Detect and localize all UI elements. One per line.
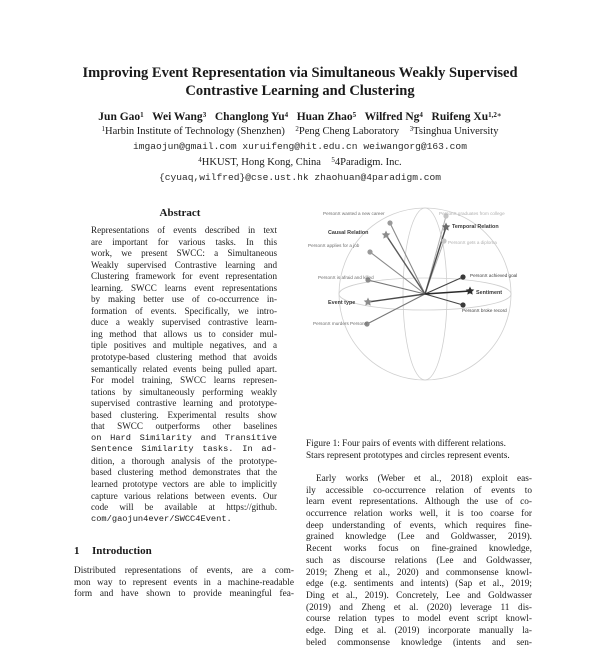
section-title: Introduction <box>92 545 152 557</box>
event-type-group <box>364 277 425 326</box>
figure-1 <box>306 204 532 426</box>
author: Wilfred Ng$^4$ <box>364 111 423 123</box>
abstract-line: Clustering framework for event representation <box>91 271 277 282</box>
email-line-2: {cyuaq,wilfred}@cse.ust.hk zhaohuan@4paradigm.com <box>158 172 442 183</box>
abstract-line: For model training, SWCC learns represen- <box>91 375 277 386</box>
label-causal-relation: Causal Relation <box>328 230 369 236</box>
paper-title <box>40 64 560 100</box>
label-e4: PersonX gets a diploma <box>448 240 497 245</box>
body-line: Ding et al., 2019). Concretely, Lee and Goldwasser <box>306 590 532 601</box>
author: Ruifeng $Xu^{1,2∗}$ <box>431 111 502 123</box>
caption-line: Stars represent prototypes and circles represent events. <box>306 450 510 461</box>
body-line: occurrence relation works well, it is too coarse for <box>306 509 532 520</box>
body-line: beled commonsense knowledge (intents and sen- <box>306 637 532 648</box>
affiliation: $^5$4Paradigm. Inc. <box>331 156 402 168</box>
email-line-1: imgaojun@gmail.com xuruifeng@hit.edu.cn weiwangorg@163.com <box>133 141 467 152</box>
abstract-line: learning. SWCC learns event representations <box>91 282 277 293</box>
intro-line: Distributed representations of events, are a com- <box>74 566 294 576</box>
abstract-line: based clustering method demonstrates that the <box>91 467 277 478</box>
abstract-line: capture various relations between events. Our <box>91 490 277 501</box>
affiliation: $^4$HKUST, Hong Kong, China <box>198 156 321 168</box>
vector-e1 <box>390 223 425 294</box>
author: Wei Wang$^3$ <box>152 111 207 123</box>
label-e8: PersonX broke record <box>462 308 507 313</box>
abstract-line: work, we present SWCC: a Simultaneous <box>91 248 277 259</box>
label-sentiment: Sentiment <box>476 290 503 296</box>
abstract-line: dition, a thorough analysis of the prototype- <box>91 455 277 466</box>
introduction-body <box>74 566 294 601</box>
body-line: edge. Ding et al. (2019) incorporate manually la- <box>306 625 532 636</box>
abstract-line: prototype-based clustering method that avoids <box>91 352 277 363</box>
body-line: edge (e.g. sentiments and intents) (Sap et al., 2019; <box>306 579 532 590</box>
abstract-heading: Abstract <box>159 207 201 219</box>
body-line: Early works (Weber et al., 2018) exploit eas- <box>316 474 532 484</box>
body-line: such as discourse relations (Lee and Goldwasser, <box>306 555 532 566</box>
affiliation: $^2$Peng Cheng Laboratory <box>295 125 400 137</box>
abstract-line: are important for various tasks. In this <box>91 236 277 247</box>
vector-e8 <box>425 294 463 305</box>
label-e2: PersonX applies for a job <box>308 243 360 248</box>
abstract-line: semantically related events being pulled apart. <box>91 363 277 374</box>
label-e7: PersonX achieved goal <box>470 273 518 278</box>
affiliation: $^3$Tsinghua University <box>409 125 499 137</box>
abstract-line: Weakly supervised Contrastive learning and <box>91 259 277 270</box>
body-line: grained knowledge (Lee and Goldwasser, 2019). <box>306 532 532 543</box>
abstract-line: Sentence Similarity tasks. In ad- <box>91 444 277 455</box>
abstract-code-link[interactable]: com/gaojun4ever/SWCC4Event. <box>91 513 232 524</box>
abstract-line: based clustering. Experimental results show <box>91 409 277 420</box>
title-line-2: Contrastive Learning and Clustering <box>185 83 415 99</box>
abstract-line: supervised contrastive learning and prototype- <box>91 398 277 409</box>
intro-line: mon way to represent events in a machine-readable <box>74 577 294 588</box>
title-line-1: Improving Event Representation via Simultaneous Weakly Supervised <box>82 65 518 81</box>
intro-line: form and have shown to provide meaningful fea- <box>74 589 294 600</box>
caption-line: Figure 1: Four pairs of events with different relations. <box>306 439 506 449</box>
author: Jun Gao$^1$ <box>98 111 144 123</box>
abstract-line: Representations of events described in text <box>91 225 277 235</box>
body-line: ily accessible co-occurrence relation of events to <box>306 485 532 496</box>
affiliations-line-2 <box>20 156 580 169</box>
vector-p2 <box>425 227 446 294</box>
body-line: course relation types to model event script knowl- <box>306 614 532 625</box>
abstract-line: that SWCC outperforms other baselines <box>91 421 277 432</box>
body-line: deep understanding of events, which requires fine- <box>306 520 532 531</box>
body-line: (2019) and Zheng et al. (2020) leverage 11 dis- <box>306 602 532 613</box>
event-point-e7 <box>460 274 465 279</box>
author-list <box>20 110 580 124</box>
right-column-body <box>306 474 532 649</box>
author: Changlong Yu$^4$ <box>214 111 289 123</box>
sphere-diagram <box>306 204 532 426</box>
event-point-e4 <box>441 238 446 243</box>
event-point-e2 <box>367 249 372 254</box>
section-number: 1 <box>74 545 80 557</box>
sentiment-group <box>425 274 474 307</box>
label-e1: PersonX wanted a new career <box>323 211 385 216</box>
abstract-line: by making better use of co-occurrence in- <box>91 294 277 305</box>
abstract-line: tations by simultaneously performing weakly <box>91 386 277 397</box>
body-line: learn event representations. Although the use of co- <box>306 497 532 508</box>
label-e5: PersonX is afraid and killed <box>318 275 374 280</box>
abstract-line: tiple positives and multiple negatives, and a <box>91 340 277 351</box>
vector-p1 <box>386 235 425 294</box>
event-point-e8 <box>460 302 465 307</box>
figure-1-caption <box>306 439 532 463</box>
label-e3: PersonX graduates from college <box>439 211 505 216</box>
abstract-body <box>91 225 277 525</box>
prototype-star-causal <box>382 231 391 239</box>
prototype-star-temporal <box>442 223 451 231</box>
abstract-line: on Hard Similarity and Transitive <box>91 432 277 443</box>
label-e6: PersonX murders PersonY <box>313 321 368 326</box>
label-event-type: Event type <box>328 300 356 306</box>
abstract-line: learned prototype vectors are able to implicitly <box>91 479 277 490</box>
author: Huan Zhao$^5$ <box>296 111 357 123</box>
label-temporal-relation: Temporal Relation <box>452 224 499 230</box>
abstract-line: duce a weakly supervised contrastive learn- <box>91 317 277 328</box>
body-line: 2019; Zheng et al., 2020) and commonsense knowl- <box>306 567 532 578</box>
causal-group <box>367 220 425 294</box>
prototype-star-sentiment <box>466 287 475 295</box>
affiliation: $^1$Harbin Institute of Technology (Shenzhen) <box>101 125 285 137</box>
abstract-line: formation of events. Specifically, we intro- <box>91 305 277 316</box>
prototype-star-event-type <box>364 298 373 306</box>
body-line: Recent works focus on fine-grained knowledge, <box>306 544 532 555</box>
section-heading-introduction <box>74 545 152 557</box>
abstract-line: ing method that allows us to consider mul- <box>91 328 277 339</box>
affiliations-line-1 <box>20 125 580 138</box>
abstract-code-link[interactable]: code will be available at https://github. <box>91 502 277 513</box>
event-point-e1 <box>387 220 392 225</box>
